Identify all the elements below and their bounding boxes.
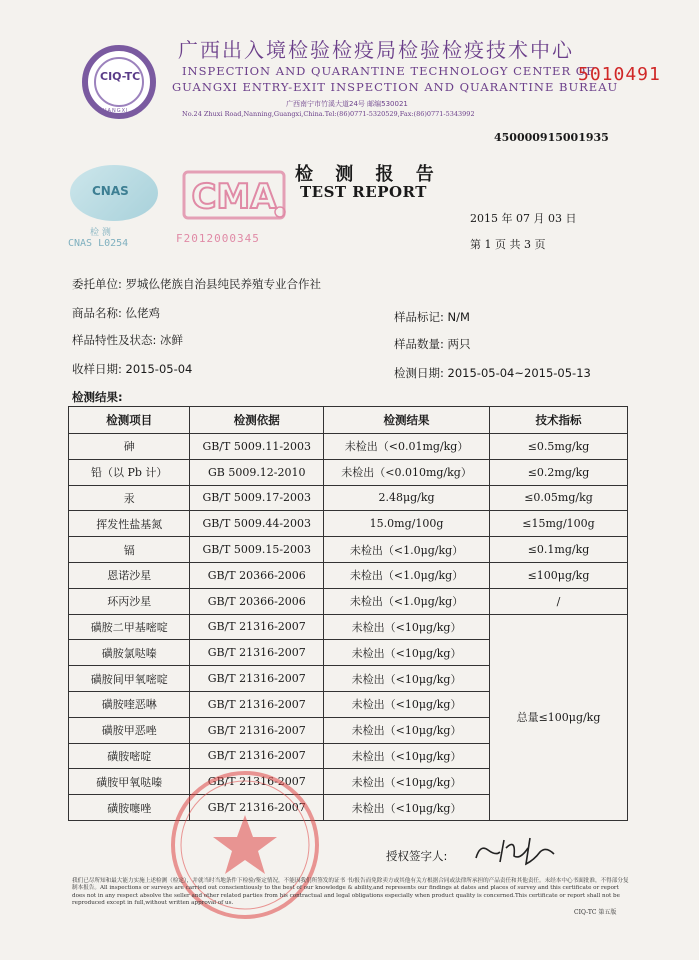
cell-result: 未检出（<10μg/kg） (324, 769, 490, 795)
product-label: 商品名称: (72, 306, 122, 320)
cell-item: 铅（以 Pb 计） (69, 459, 190, 485)
cell-method: GB/T 21316-2007 (190, 666, 324, 692)
cell-limit: ≤0.2mg/kg (490, 459, 628, 485)
cell-result: 未检出（<10μg/kg） (324, 743, 490, 769)
header-item: 检测项目 (69, 407, 190, 434)
cell-method: GB/T 5009.44-2003 (190, 511, 324, 537)
report-date: 2015 年 07 月 03 日 (470, 212, 577, 225)
cell-item: 磺胺噻唑 (69, 795, 190, 821)
cell-method: GB/T 20366-2006 (190, 588, 324, 614)
logo-text: CIQ-TC (100, 70, 141, 83)
sample-mark-label: 样品标记: (394, 310, 444, 324)
client-label: 委托单位: (72, 277, 122, 291)
header-method: 检测依据 (190, 407, 324, 434)
quantity-value: 两只 (447, 337, 471, 351)
cell-limit: ≤0.1mg/kg (490, 537, 628, 563)
cell-result: 未检出（<10μg/kg） (324, 614, 490, 640)
property-value: 冰鲜 (160, 333, 184, 347)
cell-result: 未检出（<1.0μg/kg） (324, 537, 490, 563)
report-title-cn: 检 测 报 告 (295, 164, 442, 185)
cma-code: F2012000345 (176, 232, 260, 245)
cnas-sub-label: 检 测 (90, 228, 111, 238)
table-row (69, 614, 628, 640)
cell-result: 未检出（<0.010mg/kg） (324, 459, 490, 485)
cma-logo-text: CMA (191, 177, 277, 217)
cell-limit: ≤0.5mg/kg (490, 434, 628, 460)
cell-result: 未检出（<10μg/kg） (324, 795, 490, 821)
cell-method: GB/T 21316-2007 (190, 743, 324, 769)
cell-result: 15.0mg/100g (324, 511, 490, 537)
cell-method: GB/T 20366-2006 (190, 562, 324, 588)
signature-icon (470, 830, 560, 870)
test-date-line (394, 365, 591, 381)
org-name-cn: 广西出入境检验检疫局检验检疫技术中心 (178, 38, 574, 62)
address-cn: 广西南宁市竹溪大道24号 邮编530021 (286, 100, 408, 108)
client-value: 罗城仫佬族自治县纯民养殖专业合作社 (125, 277, 322, 291)
cell-result: 2.48μg/kg (324, 485, 490, 511)
cell-method: GB/T 21316-2007 (190, 640, 324, 666)
cell-result: 未检出（<1.0μg/kg） (324, 562, 490, 588)
org-name-en-line1: INSPECTION AND QUARANTINE TECHNOLOGY CENTER OF (182, 64, 596, 78)
cell-result: 未检出（<10μg/kg） (324, 691, 490, 717)
cell-method: GB/T 21316-2007 (190, 717, 324, 743)
header-result: 检测结果 (324, 407, 490, 434)
cell-method: GB/T 5009.15-2003 (190, 537, 324, 563)
quantity-label: 样品数量: (394, 337, 444, 351)
org-name-en-line2: GUANGXI ENTRY-EXIT INSPECTION AND QUARANTINE BUREAU (172, 80, 619, 94)
cell-result: 未检出（<10μg/kg） (324, 666, 490, 692)
cell-item: 磺胺甲氧哒嗪 (69, 769, 190, 795)
cell-item: 挥发性盐基氮 (69, 511, 190, 537)
table-row (69, 562, 628, 588)
test-date-label: 检测日期: (394, 366, 444, 380)
product-value: 仫佬鸡 (125, 306, 161, 320)
cell-method: GB/T 21316-2007 (190, 769, 324, 795)
report-title-en: TEST REPORT (300, 183, 427, 201)
cell-result: 未检出（<10μg/kg） (324, 717, 490, 743)
cell-item: 磺胺甲恶唑 (69, 717, 190, 743)
cell-method: GB/T 21316-2007 (190, 691, 324, 717)
property-label: 样品特性及状态: (72, 333, 157, 347)
cell-limit: / (490, 588, 628, 614)
report-code: 450000915001935 (494, 131, 609, 144)
cell-limit: ≤15mg/100g (490, 511, 628, 537)
cell-method: GB/T 5009.11-2003 (190, 434, 324, 460)
cma-logo-icon (180, 168, 288, 222)
receive-date-label: 收样日期: (72, 362, 122, 376)
address-en: No.24 Zhuxi Road,Nanning,Guangxi,China.Tel:(86)0771-5320529,Fax:(86)0771-5343992 (182, 110, 475, 118)
quantity-line (394, 336, 471, 352)
receive-date-line (72, 361, 192, 377)
cell-method: GB/T 21316-2007 (190, 795, 324, 821)
cell-item: 磺胺二甲基嘧啶 (69, 614, 190, 640)
logo-sub: GUANGXI (98, 108, 129, 114)
test-date-value: 2015-05-04~2015-05-13 (447, 366, 591, 380)
page-info: 第 1 页 共 3 页 (470, 238, 546, 251)
client-line (72, 276, 321, 292)
sample-mark-value: N/M (447, 310, 470, 324)
results-table (68, 406, 628, 821)
signer-label: 授权签字人: (386, 849, 448, 863)
cnas-code: CNAS L0254 (68, 238, 129, 249)
cell-item: 砷 (69, 434, 190, 460)
cell-limit: ≤0.05mg/kg (490, 485, 628, 511)
results-label: 检测结果: (72, 390, 123, 404)
property-line (72, 332, 183, 348)
cell-result: 未检出（<10μg/kg） (324, 640, 490, 666)
cell-item: 磺胺氯哒嗪 (69, 640, 190, 666)
cell-limit-merged: 总量≤100μg/kg (490, 614, 628, 820)
cell-limit: ≤100μg/kg (490, 562, 628, 588)
product-line (72, 305, 160, 321)
table-row (69, 485, 628, 511)
cell-item: 环丙沙星 (69, 588, 190, 614)
table-row (69, 588, 628, 614)
cell-method: GB/T 21316-2007 (190, 614, 324, 640)
table-row (69, 537, 628, 563)
table-row (69, 459, 628, 485)
cell-method: GB 5009.12-2010 (190, 459, 324, 485)
cell-item: 磺胺喹恶啉 (69, 691, 190, 717)
serial-number: 5010491 (578, 64, 661, 85)
cnas-logo-text: CNAS (92, 184, 129, 198)
cell-item: 汞 (69, 485, 190, 511)
header-limit: 技术指标 (490, 407, 628, 434)
cell-item: 镉 (69, 537, 190, 563)
table-row (69, 511, 628, 537)
sample-mark-line (394, 309, 470, 325)
cell-method: GB/T 5009.17-2003 (190, 485, 324, 511)
cell-item: 磺胺嘧啶 (69, 743, 190, 769)
cell-result: 未检出（<0.01mg/kg） (324, 434, 490, 460)
cell-result: 未检出（<1.0μg/kg） (324, 588, 490, 614)
table-row (69, 434, 628, 460)
cell-item: 磺胺间甲氧嘧啶 (69, 666, 190, 692)
edition-label: CIQ-TC 第五版 (574, 909, 617, 916)
disclaimer-footnote: 我们已尽所知和最大能力实施上述检测（检定），并就当时当地条件下检验/鉴定情况，不能因我们所签发的证书 书/报告而免除卖方或其他有关方根据合同或法律所承担的产品责任和其他责任。未经本中心书面批准，不得部分复制本报告。All inspections or surveys are carried out conscientiously to the best of our knowledge & ability,and represents our findings at dates and places of survey and this certificate or report does not in any respect absolve the seller and other related parties from his contractual and legal obligations especially when product quality is concerned.This certificate or report shall not be reproduced except in full,without written approval of us. (72, 878, 629, 907)
table-header-row (69, 407, 628, 434)
receive-date-value: 2015-05-04 (125, 362, 193, 376)
cell-item: 恩诺沙星 (69, 562, 190, 588)
